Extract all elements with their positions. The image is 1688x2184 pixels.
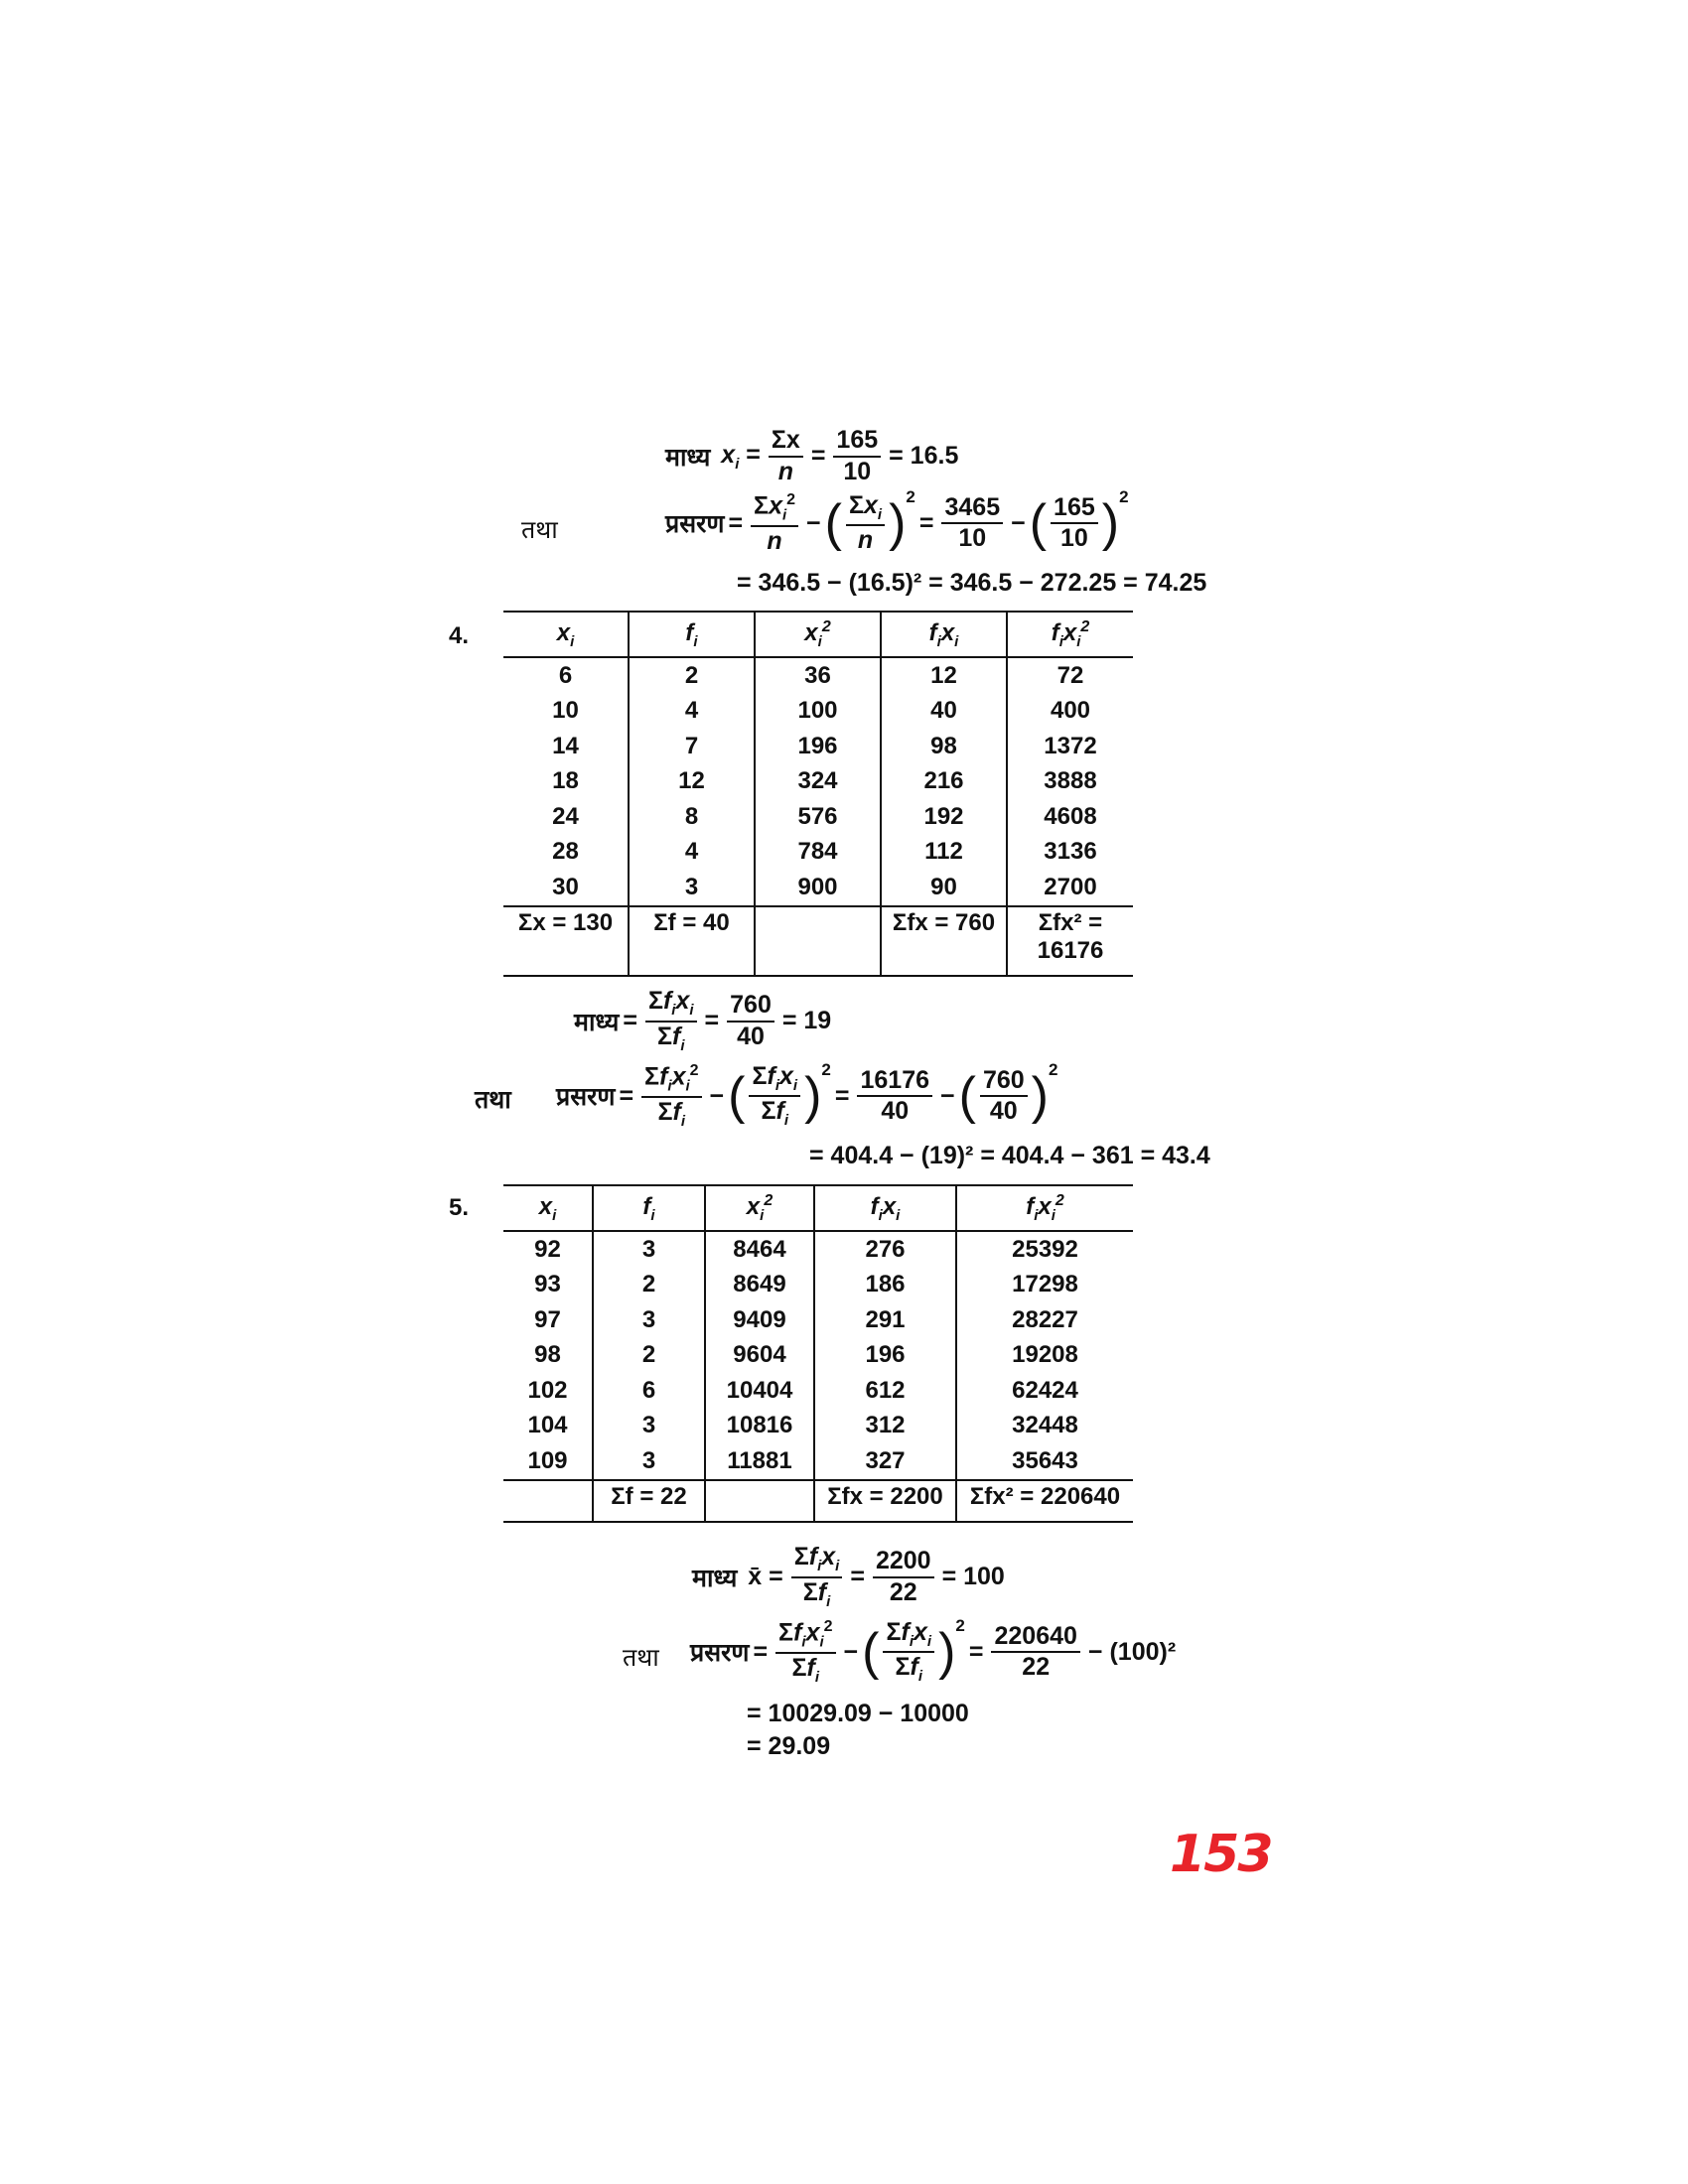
fraction-denominator: n: [777, 457, 793, 485]
total-cell: Σfx² = 16176: [1007, 906, 1133, 976]
table-cell: 10404: [705, 1373, 814, 1409]
parenthesized-fraction: ( $\frac{165}{10}$ ) $^2$: [1029, 487, 1129, 553]
table-header-row: [503, 1185, 1133, 1231]
variance-label: प्रसरण: [690, 1639, 750, 1668]
table-cell: 72: [1007, 657, 1133, 694]
table-cell: 93: [534, 1271, 561, 1298]
page-number: 153: [1170, 1825, 1272, 1884]
table-cell: 9409: [705, 1302, 814, 1338]
table-row: [503, 1302, 1133, 1338]
parenthesized-fraction: ( $\frac{\Sigma f_ix_i}{\Sigma f_i}$ ) $^2$: [728, 1060, 831, 1130]
block1-variance-equation: प्रसरण = $\frac{\Sigma x_i^2}{n}$ − ( $\frac{\Sigma x_i}{n}$ ) $^2$ = $\frac{3465}{10}$ − ( $\frac{165}{10}$ ) $^2$: [665, 487, 1129, 555]
table-cell: 14: [552, 732, 579, 759]
table-cell: 90: [881, 870, 1007, 906]
table-row: [503, 694, 1133, 730]
table-totals-row: [503, 906, 1133, 976]
variance-tail: − (100)²: [1087, 1637, 1177, 1666]
table-cell: 216: [881, 764, 1007, 800]
col-header-fixi2: $f_ix_i^2$: [1007, 612, 1133, 657]
table-totals-row: [503, 1480, 1133, 1522]
table-row: [503, 657, 1133, 694]
mean-symbol: $x_i$ =: [721, 440, 761, 473]
table-cell: 109: [527, 1446, 568, 1474]
table-cell: 18: [552, 767, 579, 795]
table-cell: 8: [629, 799, 755, 835]
table-row: [503, 729, 1133, 764]
table-cell: 97: [534, 1305, 561, 1333]
q5-variance-result: = 29.09: [747, 1732, 831, 1760]
fraction-numerator: 165: [833, 427, 881, 458]
table-cell: 2: [593, 1268, 705, 1303]
table-cell: 196: [814, 1338, 956, 1374]
total-cell: Σx = 130: [503, 906, 629, 976]
table-cell: 92: [534, 1235, 561, 1263]
mean-fraction-values: [833, 427, 881, 485]
table-cell: 784: [755, 835, 881, 871]
table-row: [503, 799, 1133, 835]
table-cell: 3: [593, 1443, 705, 1480]
table-cell: 3: [629, 870, 755, 906]
q4-variance-equation: प्रसरण = $\frac{\Sigma f_ix_i^2}{\Sigma f_i}$ − ( $\frac{\Sigma f_ix_i}{\Sigma f_i}$ ) $^2$ = $\frac{16176}{40}$ − ( $\frac{760}{40}$ ) $^2$: [556, 1060, 1058, 1130]
table-cell: 7: [629, 729, 755, 764]
total-cell: Σfx² = 220640: [956, 1480, 1133, 1522]
table-cell: 12: [629, 764, 755, 800]
table-row: [503, 1231, 1133, 1268]
table-cell: 196: [755, 729, 881, 764]
table-cell: 186: [814, 1268, 956, 1303]
col-header-fixi2: $f_ix_i^2$: [956, 1185, 1133, 1231]
variance-label: प्रसरण: [556, 1083, 616, 1112]
mean-fraction-values: $\frac{2200}{22}$: [873, 1548, 934, 1606]
variance-label: प्रसरण: [665, 510, 725, 539]
q5-variance-equation: प्रसरण = $\frac{\Sigma f_ix_i^2}{\Sigma f_i}$ − ( $\frac{\Sigma f_ix_i}{\Sigma f_i}$ ) $^2$ = $\frac{220640}{22}$ − (100)²: [690, 1616, 1177, 1686]
col-header-fi: $f_i$: [629, 612, 755, 657]
table-cell: 3: [593, 1231, 705, 1268]
table-cell: 36: [755, 657, 881, 694]
table-cell: 6: [593, 1373, 705, 1409]
table-cell: 12: [881, 657, 1007, 694]
table-cell: 98: [534, 1341, 561, 1369]
q5-variance-step: = 10029.09 − 10000: [747, 1700, 969, 1727]
table-row: [503, 764, 1133, 800]
mean-result: = 19: [781, 1007, 832, 1034]
question-number-5: 5.: [449, 1194, 470, 1221]
col-header-xi: $x_i$: [503, 1185, 593, 1231]
table-cell: 100: [755, 694, 881, 730]
table-cell: 28: [552, 838, 579, 866]
table-cell: 3: [593, 1409, 705, 1444]
table-cell: 6: [558, 661, 573, 689]
total-cell: Σfx = 760: [881, 906, 1007, 976]
table-cell: 28227: [956, 1302, 1133, 1338]
table-cell: 312: [814, 1409, 956, 1444]
table-cell: 30: [552, 873, 579, 900]
mean-label: माध्य: [574, 1008, 620, 1036]
mean-fraction-formula: [769, 427, 803, 485]
col-header-xi2: $x_i^2$: [755, 612, 881, 657]
table-cell: 62424: [956, 1373, 1133, 1409]
fraction-numerator: Σx: [769, 427, 803, 458]
table-cell: 400: [1007, 694, 1133, 730]
table-row: [503, 1338, 1133, 1374]
table-cell: 3: [593, 1302, 705, 1338]
variance-fraction-values: $\frac{3465}{10}$: [941, 494, 1003, 553]
table-cell: 32448: [956, 1409, 1133, 1444]
table-cell: 10: [552, 697, 579, 725]
variance-fraction-values: $\frac{220640}{22}$: [991, 1623, 1079, 1682]
variance-fraction-formula: $\frac{\Sigma x_i^2}{n}$: [751, 491, 798, 555]
fraction-denominator: 10: [843, 457, 872, 485]
table-row: [503, 1409, 1133, 1444]
table-cell: 2: [593, 1338, 705, 1374]
table-cell: 8649: [705, 1268, 814, 1303]
table-cell: 576: [755, 799, 881, 835]
question-number-4: 4.: [449, 622, 470, 649]
q5-mean-equation: माध्य x̄ = $\frac{\Sigma f_ix_i}{\Sigma f_i}$ = $\frac{2200}{22}$ = 100: [692, 1543, 1005, 1610]
col-header-fixi: $f_ix_i$: [881, 612, 1007, 657]
tatha-label: तथा: [521, 516, 558, 544]
block1-variance-result: = 346.5 − (16.5)² = 346.5 − 272.25 = 74.25: [737, 569, 1207, 597]
q4-variance-result: = 404.4 − (19)² = 404.4 − 361 = 43.4: [809, 1142, 1210, 1169]
total-cell: Σf = 40: [629, 906, 755, 976]
block1-mean-equation: माध्य $x_i$ = $\frac{\Sigma x}{n}$ = $\frac{165}{10}$ = 16.5: [665, 426, 959, 485]
total-cell: [503, 1480, 593, 1522]
table-cell: 8464: [705, 1231, 814, 1268]
table-cell: 327: [814, 1443, 956, 1480]
parenthesized-fraction: ( $\frac{\Sigma f_ix_i}{\Sigma f_i}$ ) $^2$: [862, 1616, 965, 1686]
table-cell: 10816: [705, 1409, 814, 1444]
mean-result: = 16.5: [889, 442, 959, 470]
table-row: [503, 1268, 1133, 1303]
total-cell: [705, 1480, 814, 1522]
table-cell: 4: [629, 694, 755, 730]
table-cell: 17298: [956, 1268, 1133, 1303]
table-cell: 192: [881, 799, 1007, 835]
col-header-xi2: $x_i^2$: [705, 1185, 814, 1231]
total-cell: [755, 906, 881, 976]
table-cell: 19208: [956, 1338, 1133, 1374]
table-cell: 2: [629, 657, 755, 694]
table-cell: 112: [881, 835, 1007, 871]
table-cell: 2700: [1007, 870, 1133, 906]
table-cell: 3888: [1007, 764, 1133, 800]
mean-result: = 100: [941, 1563, 1005, 1590]
parenthesized-fraction: ( $\frac{760}{40}$ ) $^2$: [958, 1060, 1058, 1126]
table-cell: 35643: [956, 1443, 1133, 1480]
table-cell: 102: [527, 1376, 568, 1404]
mean-label: माध्य: [665, 443, 711, 472]
table-cell: 291: [814, 1302, 956, 1338]
table-cell: 40: [881, 694, 1007, 730]
q4-mean-equation: माध्य = $\frac{\Sigma f_ix_i}{\Sigma f_i}$ = $\frac{760}{40}$ = 19: [574, 987, 832, 1054]
table-cell: 11881: [705, 1443, 814, 1480]
table-cell: 1372: [1007, 729, 1133, 764]
tatha-label: तथा: [475, 1086, 511, 1114]
col-header-fi: $f_i$: [593, 1185, 705, 1231]
table-cell: 612: [814, 1373, 956, 1409]
table-row: [503, 1373, 1133, 1409]
table-cell: 900: [755, 870, 881, 906]
mean-fraction-values: $\frac{760}{40}$: [727, 992, 774, 1050]
table-cell: 9604: [705, 1338, 814, 1374]
total-cell: Σfx = 2200: [814, 1480, 956, 1522]
table-row: [503, 1443, 1133, 1480]
table-row: [503, 870, 1133, 906]
table-cell: 98: [881, 729, 1007, 764]
tatha-label: तथा: [623, 1644, 659, 1672]
table-cell: 276: [814, 1231, 956, 1268]
q5-table: [503, 1184, 1133, 1523]
table-cell: 4: [629, 835, 755, 871]
table-header-row: [503, 612, 1133, 657]
mean-label: माध्य: [692, 1564, 738, 1592]
table-row: [503, 835, 1133, 871]
parenthesized-fraction: ( $\frac{\Sigma x_i}{n}$ ) $^2$: [824, 487, 915, 555]
table-cell: 3136: [1007, 835, 1133, 871]
col-header-xi: $x_i$: [503, 612, 629, 657]
col-header-fixi: $f_ix_i$: [814, 1185, 956, 1231]
variance-fraction-values: $\frac{16176}{40}$: [857, 1067, 932, 1126]
q4-table: [503, 611, 1133, 977]
total-cell: Σf = 22: [593, 1480, 705, 1522]
table-cell: 25392: [956, 1231, 1133, 1268]
table-cell: 24: [552, 802, 579, 830]
table-cell: 104: [527, 1412, 568, 1439]
table-cell: 324: [755, 764, 881, 800]
table-cell: 4608: [1007, 799, 1133, 835]
